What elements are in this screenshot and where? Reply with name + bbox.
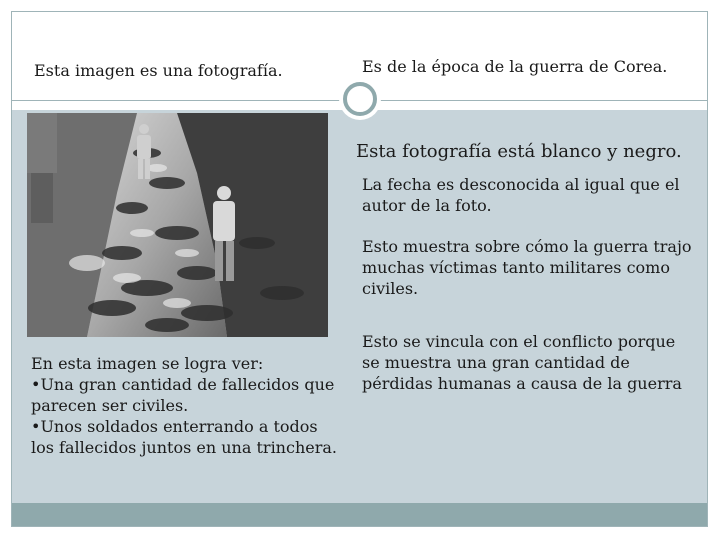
observation-item: •Una gran cantidad de fallecidos que parecen ser civiles. [31,375,335,415]
date-author-text: La fecha es desconocida al igual que el autor de la foto. [362,175,680,215]
header-left-text: Esta imagen es una fotografía. [34,61,283,80]
war-photograph [27,113,328,337]
divider-ring-icon [343,82,377,116]
observations-intro: En esta imagen se logra ver: [31,354,264,373]
victims-text: Esto muestra sobre cómo la guerra trajo muchas víctimas tanto militares como civiles. [362,237,692,298]
observations-list [31,353,341,458]
observation-item: •Unos soldados enterrando a todos los fallecidos juntos en una trinchera. [31,417,337,457]
header-right-text: Es de la época de la guerra de Corea. [362,57,668,76]
conflict-text: Esto se vincula con el conflicto porque se muestra una gran cantidad de pérdidas humanas a causa de la guerra [362,332,682,393]
footer-bar [12,503,707,526]
photograph-illustration [27,113,328,337]
black-white-text: Esta fotografía está blanco y negro. [356,141,682,162]
